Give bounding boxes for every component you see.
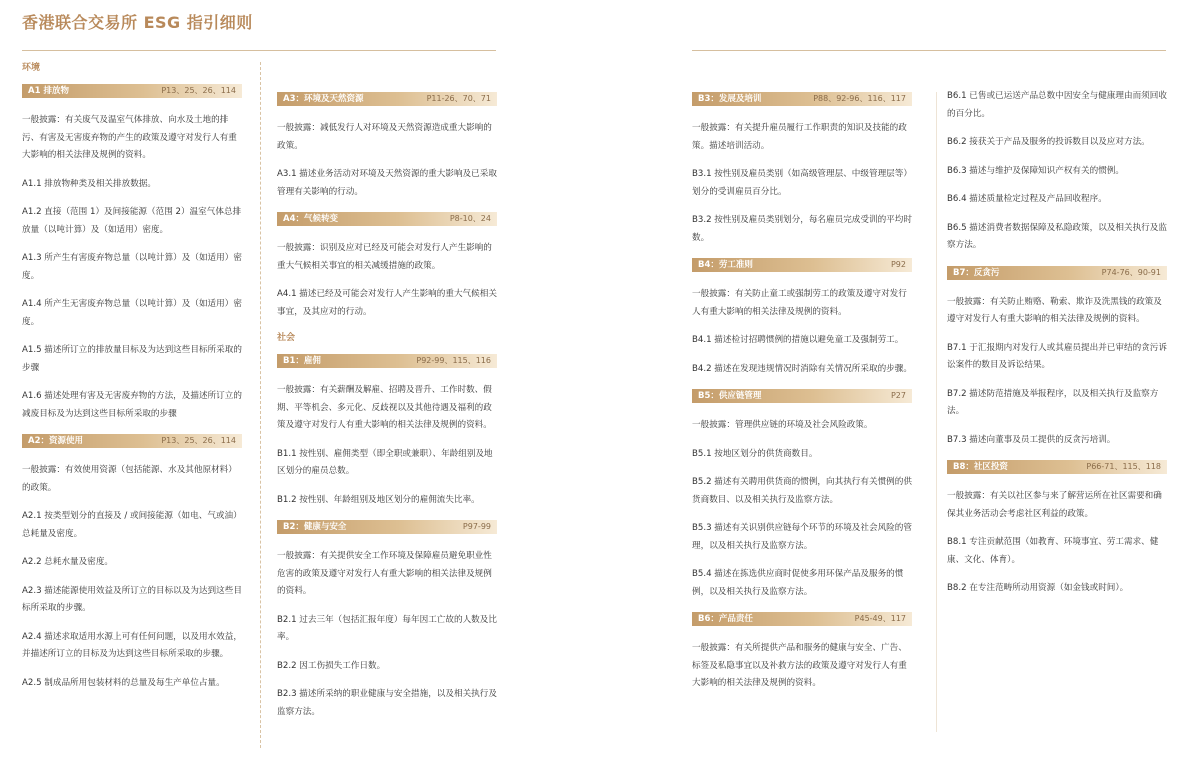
- column-divider-right: [936, 92, 937, 732]
- column-social-1: [692, 62, 912, 704]
- indicator-text: 一般披露：有关提供安全工作环境及保障雇员避免职业性危害的政策及遵守对发行人有重大影响的相关法律及规例的资料。: [277, 551, 492, 596]
- indicator-text: B6.2 接获关于产品及服务的投诉数目以及应对方法。: [947, 137, 1150, 147]
- indicator-text: B6.5 描述消费者数据保障及私隐政策，以及相关执行及监察方法。: [947, 222, 1167, 250]
- indicator-text: A1.6 描述处理有害及无害废弃物的方法，及描述所订立的减废目标及为达到这些目标所采取的步骤: [22, 391, 242, 419]
- indicator-header: [692, 389, 912, 403]
- page-reference: P74-76、90-91: [1101, 267, 1161, 277]
- indicator-text: B6.1 已售或已运送产品总数中因安全与健康理由而须回收的百分比。: [947, 91, 1167, 119]
- indicator-text: B2.1 过去三年（包括汇报年度）每年因工亡故的人数及比率。: [277, 614, 497, 642]
- indicator-text: A2.1 按类型划分的直接及 / 或间接能源（如电、气或油）总耗量及密度。: [22, 511, 242, 539]
- indicator-text: A1.5 描述所订立的排放量目标及为达到这些目标所采取的步骤: [22, 345, 242, 373]
- indicator-header: [947, 266, 1167, 280]
- indicator-text: A1.4 所产生无害废弃物总量（以吨计算）及（如适用）密度。: [22, 299, 242, 327]
- indicator-text: B2.3 描述所采纳的职业健康与安全措施，以及相关执行及监察方法。: [277, 689, 497, 717]
- indicator-text: B6.3 描述与维护及保障知识产权有关的惯例。: [947, 165, 1124, 176]
- indicator-text: A1.2 直接（范围 1）及间接能源（范围 2）温室气体总排放量（以吨计算）及（如适用）密度。: [22, 207, 242, 235]
- top-divider-right: [692, 50, 1166, 51]
- indicator-text: B1.2 按性别、年龄组别及地区划分的雇佣流失比率。: [277, 494, 480, 505]
- page-reference: P8-10、24: [449, 214, 491, 223]
- indicator-header: [22, 434, 242, 448]
- indicator-text: B7.2 描述防范措施及举报程序，以及相关执行及监察方法。: [947, 388, 1159, 416]
- indicator-text: A2.2 总耗水量及密度。: [22, 557, 114, 567]
- indicator-text: B3.2 按性别及雇员类别划分，每名雇员完成受训的平均时数。: [692, 215, 912, 243]
- indicator-header: [277, 354, 497, 368]
- indicator-text: B7.1 于汇报期内对发行人或其雇员提出并已审结的贪污诉讼案件的数目及诉讼结果。: [947, 342, 1167, 370]
- indicator-text: B7.3 描述向董事及员工提供的反贪污培训。: [947, 434, 1116, 445]
- section-label-environment: 环境: [22, 63, 41, 73]
- indicator-text: A3.1 描述业务活动对环境及天然资源的重大影响及已采取管理有关影响的行动。: [277, 169, 497, 197]
- indicator-title: A2：资源使用: [28, 436, 83, 446]
- indicator-title: B7：反贪污: [953, 267, 1000, 278]
- page-reference: P13、25、26、114: [161, 86, 236, 95]
- indicator-text: 一般披露：识别及应对已经及可能会对发行人产生影响的重大气候相关事宜的相关减缓措施的政策。: [277, 243, 492, 271]
- indicator-text: B5.2 描述有关聘用供货商的惯例，向其执行有关惯例的供货商数目、以及相关执行及监察方法。: [692, 477, 912, 505]
- indicator-title: B6：产品责任: [698, 614, 753, 624]
- indicator-text: 一般披露：有关废气及温室气体排放、向水及土地的排污、有害及无害废弃物的产生的政策及遵守对发行人有重大影响的相关法律及规例的资料。: [22, 115, 237, 160]
- indicator-text: B2.2 因工伤损失工作日数。: [277, 660, 386, 671]
- indicator-title: A3：环境及天然资源: [283, 94, 364, 104]
- indicator-text: B5.1 按地区划分的供货商数目。: [692, 448, 818, 459]
- indicator-title: B2：健康与安全: [283, 522, 347, 532]
- column-environment-1: [22, 62, 242, 703]
- indicator-text: 一般披露：有关薪酬及解雇、招聘及晋升、工作时数、假期、平等机会、多元化、反歧视以及其他待遇及福利的政策及遵守对发行人有重大影响的相关法律及规例的资料。: [277, 385, 492, 430]
- indicator-text: B4.1 描述检讨招聘惯例的措施以避免童工及强制劳工。: [692, 335, 904, 345]
- column-social-2: [947, 62, 1167, 609]
- indicator-text: B8.2 在专注范畴所动用资源（如金钱或时间）。: [947, 583, 1129, 593]
- page-title: 香港联合交易所 ESG 指引细则: [22, 13, 253, 32]
- indicator-title: A1 排放物: [28, 86, 69, 96]
- indicator-title: B1：雇佣: [283, 356, 321, 366]
- page-reference: P97-99: [462, 522, 491, 531]
- top-divider-left: [22, 50, 496, 51]
- indicator-text: A2.5 制成品所用包装材料的总量及每生产单位占量。: [22, 677, 225, 688]
- indicator-text: 一般披露：管理供应链的环境及社会风险政策。: [692, 420, 873, 430]
- column-divider: [260, 62, 261, 748]
- indicator-text: B5.3 描述有关识别供应链每个环节的环境及社会风险的管理，以及相关执行及监察方法。: [692, 523, 912, 551]
- indicator-header: [947, 460, 1167, 474]
- indicator-text: 一般披露：有效使用资源（包括能源、水及其他原材料）的政策。: [22, 465, 237, 493]
- indicator-text: A1.3 所产生有害废弃物总量（以吨计算）及（如适用）密度。: [22, 253, 242, 281]
- indicator-title: B8：社区投资: [953, 462, 1008, 472]
- page-reference: P66-71、115、118: [1086, 462, 1161, 471]
- section-label-social: 社会: [277, 333, 296, 343]
- indicator-text: B3.1 按性别及雇员类别（如高级管理层、中级管理层等）划分的受训雇员百分比。: [692, 169, 912, 197]
- page-reference: P27: [890, 391, 906, 400]
- indicator-text: B5.4 描述在拣选供应商时促使多用环保产品及服务的惯例，以及相关执行及监察方法。: [692, 569, 904, 597]
- indicator-title: B5：供应链管理: [698, 391, 762, 401]
- indicator-text: 一般披露：有关提升雇员履行工作职责的知识及技能的政策。描述培训活动。: [692, 123, 907, 151]
- indicator-text: B8.1 专注贡献范围（如教育、环境事宜、劳工需求、健康、文化、体育）。: [947, 537, 1159, 565]
- page-reference: P92-99、115、116: [416, 356, 491, 365]
- indicator-text: B4.2 描述在发现违规情况时消除有关情况所采取的步骤。: [692, 363, 912, 374]
- page-reference: P11-26、70、71: [426, 94, 491, 103]
- page-reference: P92: [890, 260, 906, 269]
- column-environment-social: [277, 62, 497, 732]
- indicator-title: B3：发展及培训: [698, 94, 762, 104]
- indicator-title: B4：劳工准则: [698, 260, 753, 270]
- indicator-text: A2.4 描述求取适用水源上可有任何问题，以及用水效益，并描述所订立的目标及为达到这些目标所采取的步骤。: [22, 631, 242, 659]
- indicator-header: [277, 92, 497, 106]
- page-reference: P88、92-96、116、117: [813, 94, 906, 103]
- page-reference: P13、25、26、114: [161, 436, 236, 445]
- indicator-text: 一般披露：有关防止童工或强制劳工的政策及遵守对发行人有重大影响的相关法律及规例的资料。: [692, 289, 907, 317]
- indicator-text: B6.4 描述质量检定过程及产品回收程序。: [947, 194, 1107, 204]
- indicator-header: [692, 612, 912, 626]
- indicator-header: [692, 92, 912, 106]
- indicator-text: 一般披露：有关以社区参与来了解营运所在社区需要和确保其业务活动会考虑社区利益的政策。: [947, 491, 1162, 519]
- indicator-header: [277, 212, 497, 226]
- indicator-header: [692, 258, 912, 272]
- indicator-text: 一般披露：有关防止贿赂、勒索、欺诈及洗黑钱的政策及遵守对发行人有重大影响的相关法律及规例的资料。: [947, 296, 1162, 324]
- indicator-text: B1.1 按性别、雇佣类型（即全职或兼职）、年龄组别及地区划分的雇员总数。: [277, 448, 493, 476]
- indicator-header: [22, 84, 242, 98]
- indicator-header: [277, 520, 497, 534]
- indicator-text: 一般披露：减低发行人对环境及天然资源造成重大影响的政策。: [277, 123, 492, 151]
- page-reference: P45-49、117: [854, 614, 906, 623]
- indicator-text: A4.1 描述已经及可能会对发行人产生影响的重大气候相关事宜，及其应对的行动。: [277, 289, 497, 317]
- indicator-title: A4：气候转变: [283, 214, 338, 224]
- indicator-text: A2.3 描述能源使用效益及所订立的目标以及为达到这些目标所采取的步骤。: [22, 585, 242, 613]
- indicator-text: 一般披露：有关所提供产品和服务的健康与安全、广告、标签及私隐事宜以及补救方法的政策及遵守对发行人有重大影响的相关法律及规例的资料。: [692, 643, 907, 688]
- indicator-text: A1.1 排放物种类及相关排放数据。: [22, 178, 156, 189]
